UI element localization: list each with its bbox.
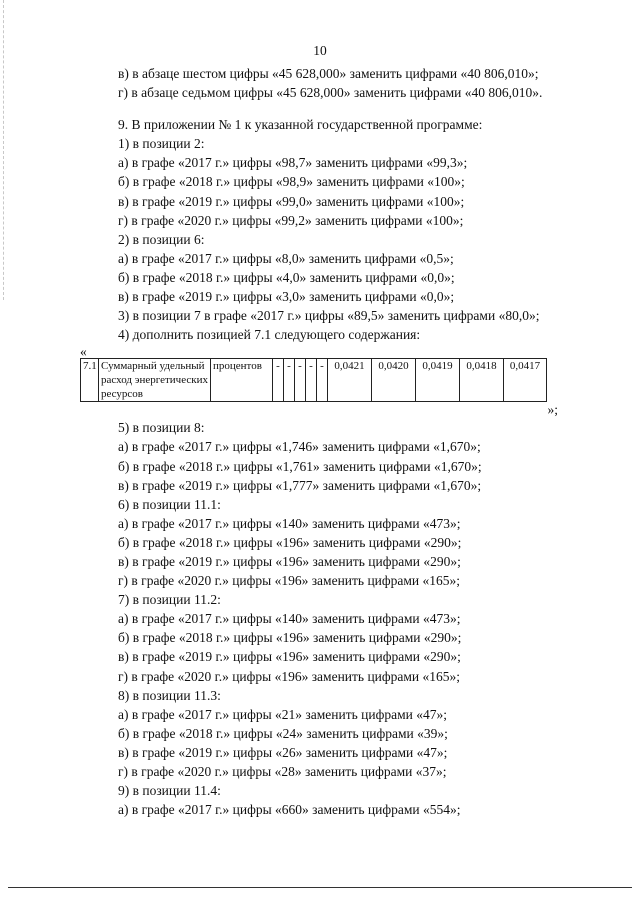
position-table [80,358,547,402]
list-item: а) в графе «2017 г.» цифры «8,0» заменить цифрами «0,5»; [118,250,454,266]
bottom-rule [8,887,632,888]
table-cell-dash: - [317,359,328,402]
list-item: 9) в позиции 11.4: [118,783,221,799]
table-row [81,359,547,402]
table-cell-value: 0,0419 [416,359,460,402]
list-item: 2) в позиции 6: [118,231,205,247]
list-item: б) в графе «2018 г.» цифры «196» заменить цифрами «290»; [118,534,462,550]
quote-close: »; [547,402,558,418]
list-item: г) в графе «2020 г.» цифры «196» заменить цифрами «165»; [118,573,461,589]
section-heading: 9. В приложении № 1 к указанной государственной программе: [118,117,483,133]
list-item: б) в графе «2018 г.» цифры «4,0» заменить цифрами «0,0»; [118,269,455,285]
list-item: г) в графе «2020 г.» цифры «99,2» заменить цифрами «100»; [118,212,464,228]
list-item: а) в графе «2017 г.» цифры «21» заменить цифрами «47»; [118,706,447,722]
list-item-add-position: 4) дополнить позицией 7.1 следующего содержания: [118,327,421,343]
list-item: в) в графе «2019 г.» цифры «99,0» заменить цифрами «100»; [118,193,465,209]
list-item: б) в графе «2018 г.» цифры «98,9» заменить цифрами «100»; [118,174,465,190]
table-cell-dash: - [273,359,284,402]
table-cell-unit: процентов [211,359,273,402]
list-before-table [80,134,558,306]
list-item: в) в графе «2019 г.» цифры «3,0» заменить цифрами «0,0»; [118,289,455,305]
paragraph-v: в) в абзаце шестом цифры «45 628,000» заменить цифрами «40 806,010»; [118,66,539,81]
list-item: б) в графе «2018 г.» цифры «196» заменить цифрами «290»; [118,630,462,646]
list-item: в) в графе «2019 г.» цифры «196» заменить цифрами «290»; [118,553,461,569]
paragraph-g: г) в абзаце седьмом цифры «45 628,000» заменить цифрами «40 806,010». [118,85,543,101]
table-cell-indicator: Суммарный удельный расход энергетических ресурсов [99,359,211,402]
list-item: а) в графе «2017 г.» цифры «1,746» заменить цифрами «1,670»; [118,439,481,455]
list-item: 1) в позиции 2: [118,136,205,152]
list-item: 6) в позиции 11.1: [118,496,221,512]
list-item: 7) в позиции 11.2: [118,592,221,608]
list-item: в) в графе «2019 г.» цифры «196» заменить цифрами «290»; [118,649,461,665]
list-item: б) в графе «2018 г.» цифры «24» заменить цифрами «39»; [118,725,448,741]
list-item: в) в графе «2019 г.» цифры «26» заменить цифрами «47»; [118,744,448,760]
table-cell-value: 0,0417 [504,359,547,402]
document-body [80,64,558,819]
list-item: 8) в позиции 11.3: [118,687,221,703]
list-item: б) в графе «2018 г.» цифры «1,761» заменить цифрами «1,670»; [118,458,482,474]
table-cell-number: 7.1 [81,359,99,402]
list-item: а) в графе «2017 г.» цифры «98,7» заменить цифрами «99,3»; [118,155,468,171]
table-cell-dash: - [284,359,295,402]
table-cell-value: 0,0421 [328,359,372,402]
table-cell-dash: - [306,359,317,402]
list-item: 5) в позиции 8: [118,420,205,436]
table-cell-value: 0,0420 [372,359,416,402]
table-cell-value: 0,0418 [460,359,504,402]
list-item: а) в графе «2017 г.» цифры «140» заменить цифрами «473»; [118,515,461,531]
page-number: 10 [313,43,327,58]
list-item: а) в графе «2017 г.» цифры «140» заменить цифрами «473»; [118,611,461,627]
list-item: а) в графе «2017 г.» цифры «660» заменить цифрами «554»; [118,802,461,818]
list-after-table [80,418,558,819]
list-item: г) в графе «2020 г.» цифры «28» заменить цифрами «37»; [118,764,447,779]
list-item: г) в графе «2020 г.» цифры «196» заменить цифрами «165»; [118,668,461,684]
list-item-justified: 3) в позиции 7 в графе «2017 г.» цифры «89,5» заменить цифрами «80,0»; [118,308,540,324]
list-item: в) в графе «2019 г.» цифры «1,777» заменить цифрами «1,670»; [118,477,482,493]
table-cell-dash: - [295,359,306,402]
quote-open: « [80,344,87,360]
